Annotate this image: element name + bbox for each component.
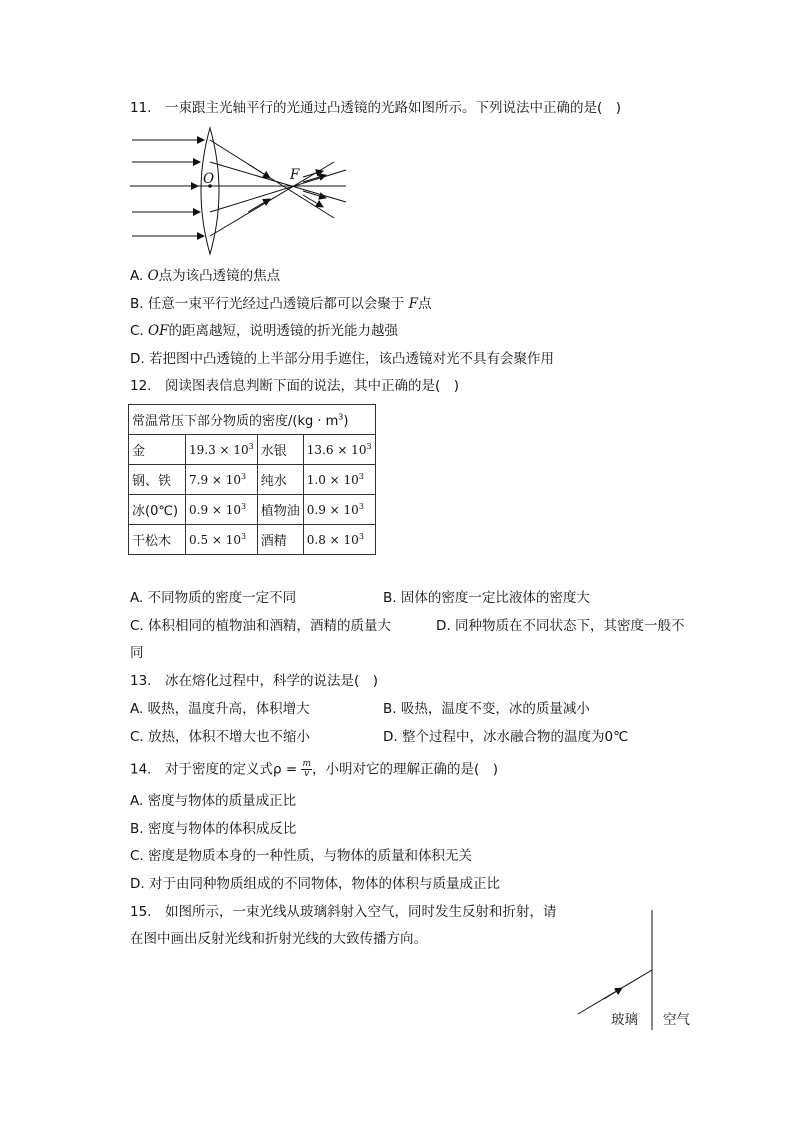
table-row: 金 $19.3 \times 10^3$ 水银 $13.6 \times 10^3$ xyxy=(129,435,376,465)
glass-label: 玻璃 xyxy=(611,1012,638,1028)
q11-option-d: D. 若把图中凸透镜的上半部分用手遮住，该凸透镜对光不具有会聚作用 xyxy=(130,351,554,367)
table-row: 钢、铁 $7.9 \times 10^3$ 纯水 $1.0 \times 10^3$ xyxy=(129,465,376,495)
label-o: O xyxy=(203,171,215,187)
lens-shape xyxy=(201,128,219,254)
q11-option-c: C. OF的距离越短，说明透镜的折光能力越强 xyxy=(130,323,398,339)
q15-stem-line1: 15. 如图所示，一束光线从玻璃斜射入空气，同时发生反射和折射，请 xyxy=(130,904,557,920)
density-table xyxy=(128,404,376,555)
q13-stem: 13. 冰在熔化过程中，科学的说法是( ) xyxy=(130,673,379,689)
q11-option-a: A. O点为该凸透镜的焦点 xyxy=(130,268,281,284)
q13-option-b: B. 吸热，温度不变，冰的质量减小 xyxy=(383,701,590,717)
q14-option-a: A. 密度与物体的质量成正比 xyxy=(130,793,297,809)
q12-option-d: D. 同种物质在不同状态下，其密度一般不 xyxy=(436,618,685,634)
q12-option-b: B. 固体的密度一定比液体的密度大 xyxy=(383,590,590,606)
q14-stem: 14. 对于密度的定义式ρ = $\frac{m}{v}$ ，小明对它的理解正确的是( ) xyxy=(130,759,499,779)
q14-option-c: C. 密度是物质本身的一种性质，与物体的质量和体积无关 xyxy=(130,848,473,864)
q15-stem-line2: 在图中画出反射光线和折射光线的大致传播方向。 xyxy=(130,931,427,947)
q12-option-d-continued: 同 xyxy=(130,645,144,661)
convex-lens-diagram xyxy=(128,126,368,256)
q11-stem: 11. 一束跟主光轴平行的光通过凸透镜的光路如图所示。下列说法中正确的是( ) xyxy=(130,100,622,116)
q13-option-d: D. 整个过程中，冰水融合物的温度为0℃ xyxy=(383,729,629,745)
q12-option-a: A. 不同物质的密度一定不同 xyxy=(130,590,297,606)
table-row: 冰(0℃) $0.9 \times 10^3$ 植物油 $0.9 \times 10^3$ xyxy=(129,495,376,525)
q14-option-b: B. 密度与物体的体积成反比 xyxy=(130,821,297,837)
q14-option-d: D. 对于由同种物质组成的不同物体，物体的体积与质量成正比 xyxy=(130,876,500,892)
label-f: F xyxy=(290,167,300,183)
density-fraction: $\frac{m}{v}$ xyxy=(302,759,311,779)
q11-option-b: B. 任意一束平行光经过凸透镜后都可以会聚于 F点 xyxy=(130,296,432,312)
density-table-header: 常温常压下部分物质的密度$/(kg \cdot m^3)$ xyxy=(129,405,376,435)
q12-option-c: C. 体积相同的植物油和酒精，酒精的质量大 xyxy=(130,618,392,634)
air-label: 空气 xyxy=(663,1012,690,1028)
table-row: 干松木 $0.5 \times 10^3$ 酒精 $0.8 \times 10^3$ xyxy=(129,525,376,555)
q12-stem: 12. 阅读图表信息判断下面的说法，其中正确的是( ) xyxy=(130,378,460,394)
q13-option-a: A. 吸热，温度升高，体积增大 xyxy=(130,701,310,717)
q13-option-c: C. 放热，体积不增大也不缩小 xyxy=(130,729,311,745)
